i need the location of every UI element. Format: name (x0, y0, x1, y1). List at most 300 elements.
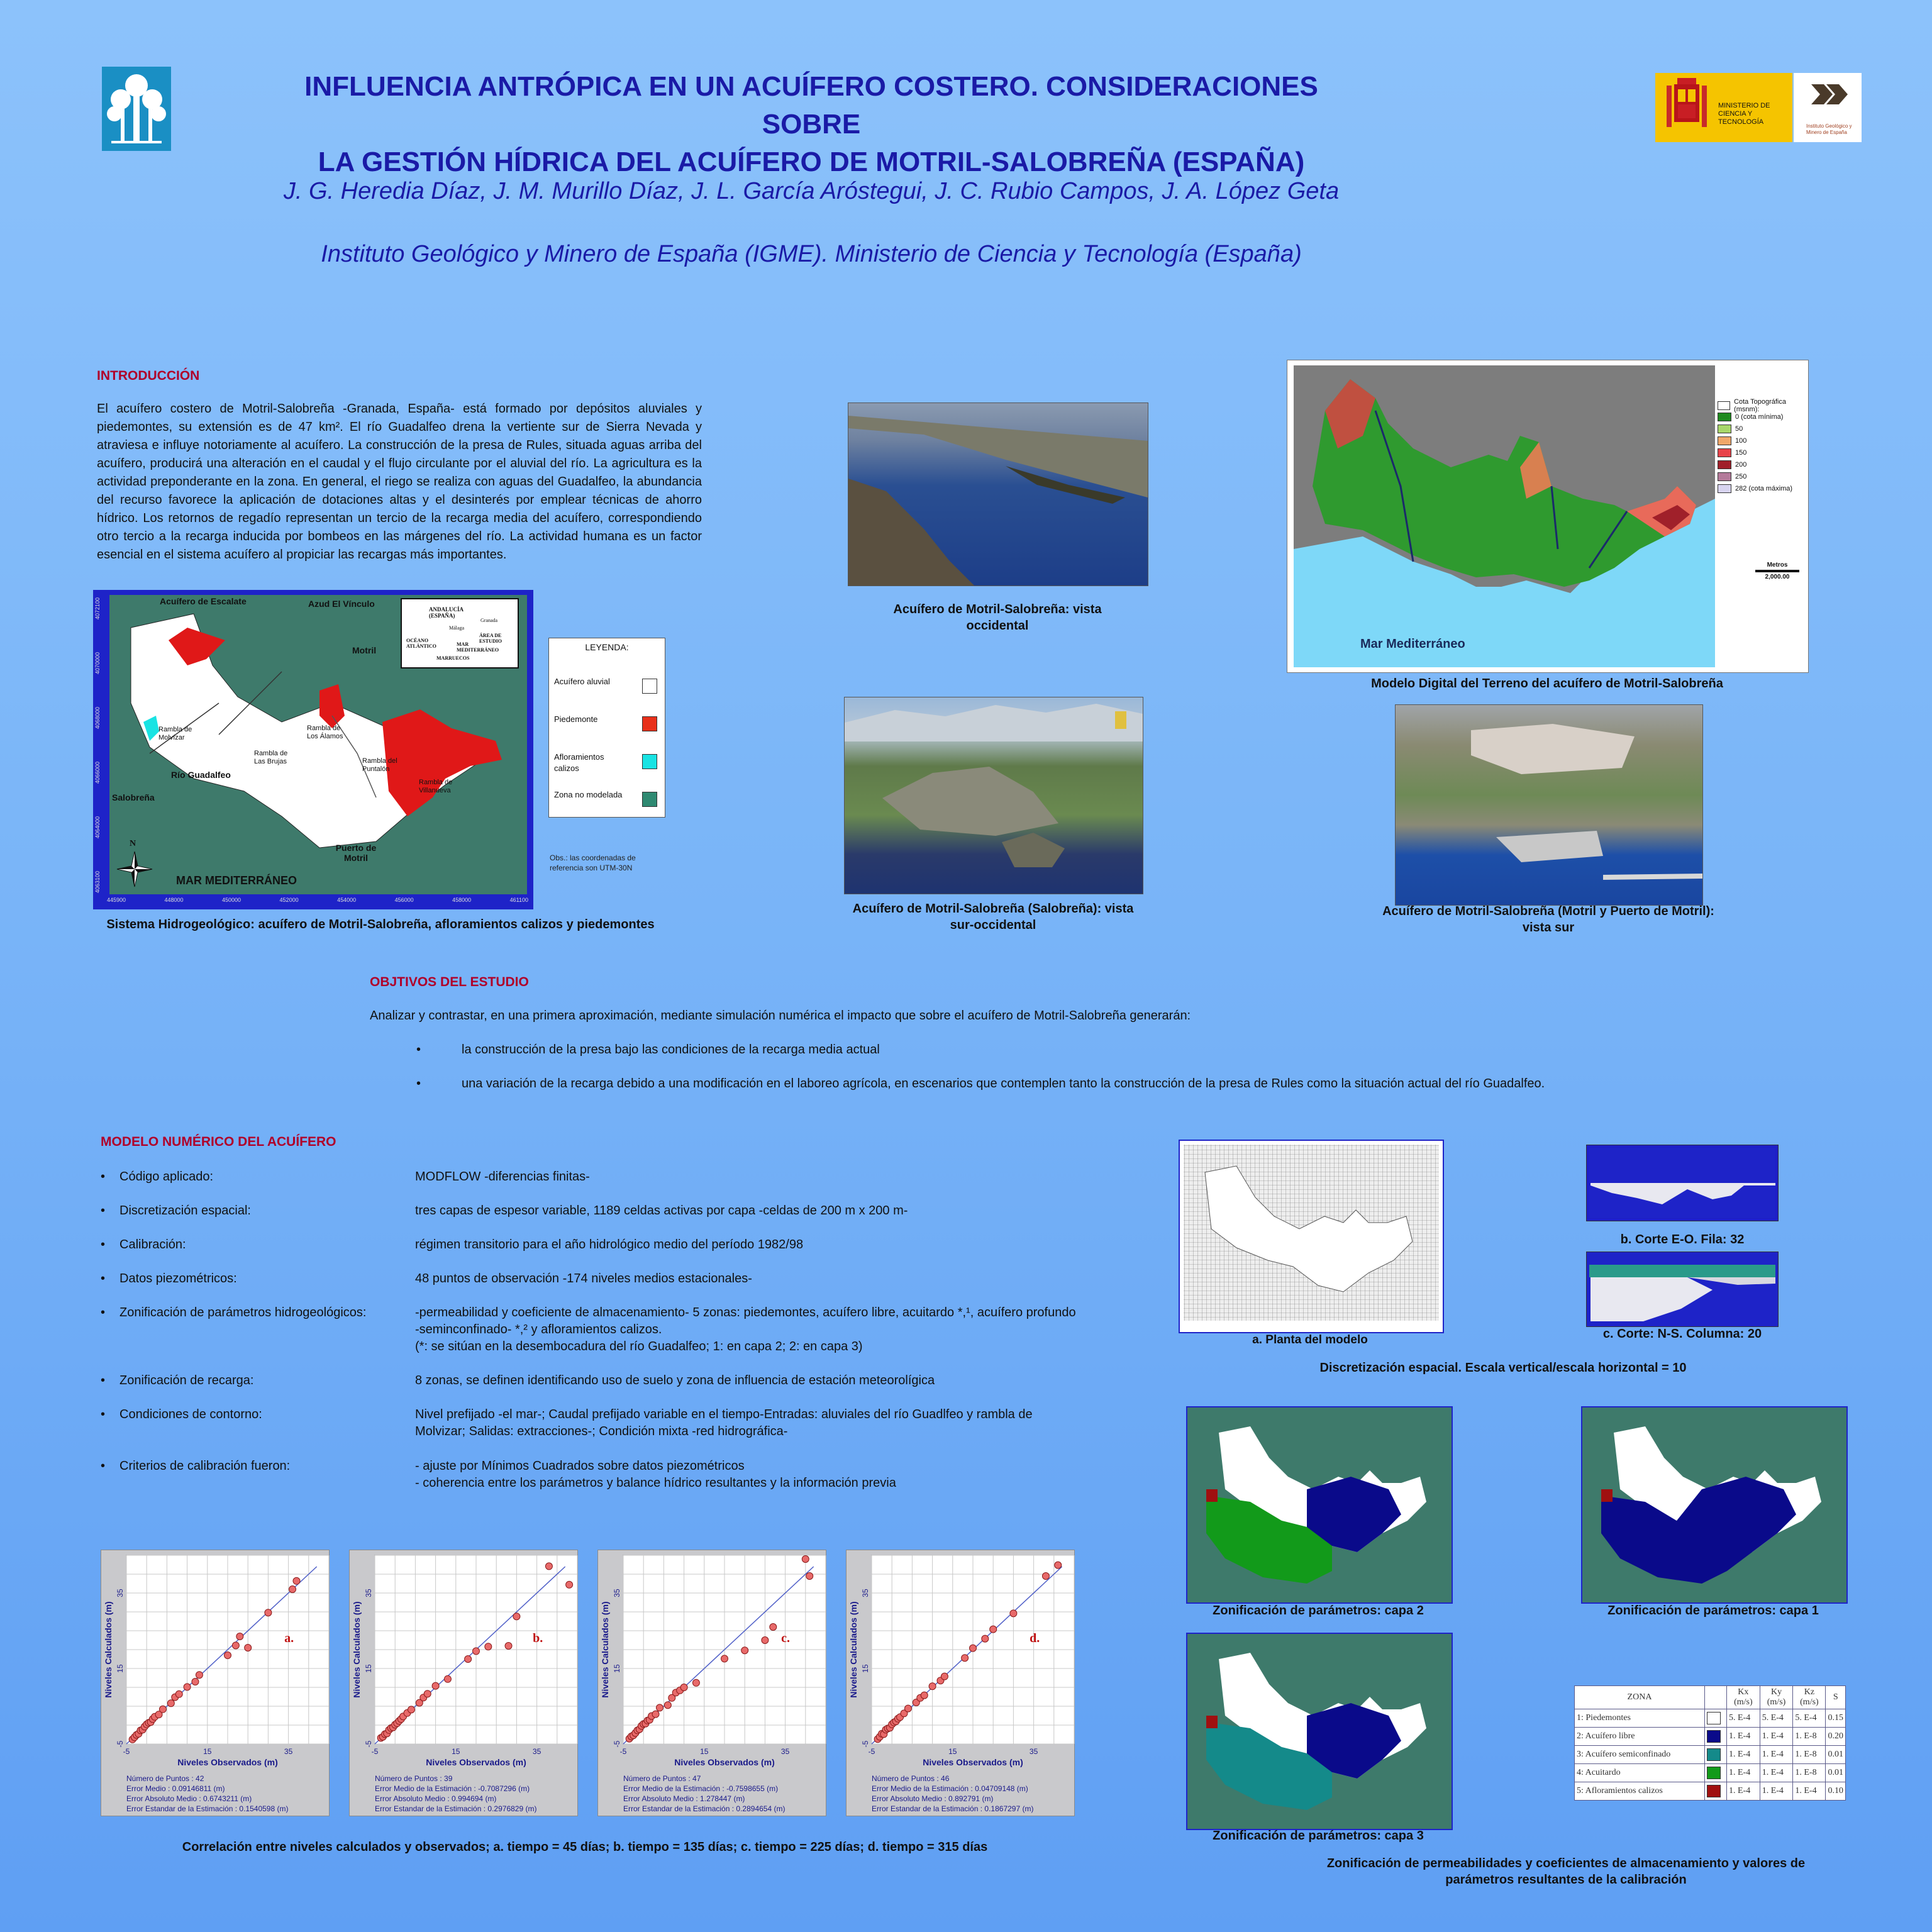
zone-color-cell (1705, 1764, 1727, 1782)
bullet-dot: • (101, 1204, 106, 1218)
data-point (192, 1679, 199, 1685)
data-point (473, 1648, 480, 1655)
dtm-legend-label: 50 (1735, 425, 1743, 433)
data-point (513, 1613, 520, 1620)
scatter-stat-line: Error Medio de la Estimación : -0.7087296 (m) (375, 1784, 530, 1793)
map-y-tick: 4070000 (94, 652, 101, 675)
zone-s-cell: 0.20 (1826, 1728, 1846, 1746)
model-row-value (415, 1406, 1082, 1440)
data-point (1055, 1562, 1062, 1568)
data-point (245, 1645, 252, 1652)
scatter-plot (598, 1550, 826, 1767)
dtm-legend-item (1718, 435, 1806, 447)
map-y-tick: 4064000 (94, 816, 101, 838)
dtm-legend-swatch (1718, 436, 1731, 445)
map-label-guadalfeo: Río Guadalfeo (171, 770, 231, 780)
zoning-capa1-caption: Zonificación de parámetros: capa 1 (1607, 1604, 1819, 1618)
model-row (101, 1304, 1107, 1355)
plan-caption: a. Planta del modelo (1252, 1333, 1368, 1346)
x-tick-label: 15 (948, 1747, 957, 1756)
legend-label: Zona no modelada (554, 790, 623, 799)
data-point (545, 1563, 552, 1570)
objectives-intro: Analizar y contrastar, en una primera aproximación, mediante simulación numérica el impacto que sobre el acuífero de Motril-Salobreña generarán: (370, 1009, 1191, 1023)
data-point (505, 1643, 512, 1650)
y-tick-label: 35 (861, 1589, 870, 1597)
y-tick-label: 35 (116, 1589, 125, 1597)
map-y-tick: 4063100 (94, 870, 101, 893)
scatter-panel-d (846, 1550, 1075, 1816)
model-row-label: Datos piezométricos: (119, 1272, 237, 1285)
coat-of-arms-icon (1655, 73, 1718, 142)
map-label-salobrena: Salobreña (112, 792, 155, 802)
y-tick-label: 15 (364, 1664, 373, 1673)
legend-title: LEYENDA: (585, 642, 629, 652)
ministry-logo-text: MINISTERIO DE CIENCIA Y TECNOLOGÍA (1718, 102, 1770, 126)
map-x-tick: 454000 (337, 897, 357, 903)
scatter-stat-line: Número de Puntos : 47 (623, 1774, 701, 1783)
model-row-value-text: tres capas de espesor variable, 1189 celdas activas por capa -celdas de 200 m x 200 m- (415, 1204, 908, 1218)
model-row (101, 1406, 1107, 1457)
scatter-panel-a (101, 1550, 330, 1816)
bullet-dot: • (101, 1272, 106, 1285)
x-axis-label: Niveles Observados (m) (674, 1757, 775, 1767)
model-row-value-text-2: (*: se sitúan en la desembocadura del río Guadalfeo; 1: en capa 2; 2: en capa 3) (415, 1340, 863, 1353)
data-point (692, 1679, 699, 1686)
compass-rose (116, 839, 153, 887)
panel-label: d. (1030, 1631, 1040, 1645)
y-tick-label: -5 (364, 1740, 373, 1748)
map-x-ticks (107, 897, 528, 903)
x-tick-label: 15 (203, 1747, 212, 1756)
map-y-ticks (94, 597, 108, 893)
data-point (802, 1556, 809, 1563)
bullet-dot: • (101, 1306, 106, 1319)
zone-name-cell: 3: Acuífero semiconfinado (1575, 1746, 1705, 1764)
y-tick-label: 15 (613, 1664, 621, 1673)
zone-kz-cell: 1. E-8 (1793, 1746, 1826, 1764)
photo-southwest-caption: Acuífero de Motril-Salobreña (Salobreña): vista sur-occidental (852, 902, 1134, 932)
dtm-legend-swatch (1718, 484, 1731, 493)
data-point (652, 1711, 659, 1718)
igme-mark-icon (1794, 73, 1862, 123)
dtm-legend-label: 200 (1735, 460, 1747, 469)
zone-name-cell: 2: Acuífero libre (1575, 1728, 1705, 1746)
scatter-stat-line: Error Estandar de la Estimación : 0.1867297 (m) (872, 1804, 1034, 1813)
data-point (962, 1655, 969, 1662)
model-row-value-text: -permeabilidad y coeficiente de almacenamiento- 5 zonas: piedemontes, acuífero libre, acuitardo *,¹, acuífero profundo -seminconfinado- *,² y afloramientos calizos. (415, 1306, 1076, 1336)
scatter-plot (101, 1550, 329, 1767)
data-point (664, 1702, 671, 1709)
legend-label: Piedemonte (554, 714, 598, 724)
map-label-puerto: Puerto de Motril (335, 843, 377, 863)
legend-label: Acuífero aluvial (554, 677, 610, 686)
table-row (1575, 1746, 1846, 1764)
zone-kx-cell: 1. E-4 (1727, 1764, 1760, 1782)
dtm-legend-box-title (1718, 401, 1730, 410)
photo-west-view (848, 402, 1148, 586)
panel-label: a. (284, 1631, 294, 1645)
zone-kz-cell: 1. E-4 (1793, 1782, 1826, 1801)
zone-color-cell (1705, 1746, 1727, 1764)
model-row-value-text: Nivel prefijado -el mar-; Caudal prefijado variable en el tiempo-Entradas: aluviales del río Guadlfeo y rambla de Molvizar; Salidas: extracciones-; Condición mixta -red hidrográfica- (415, 1407, 1033, 1438)
intro-text: El acuífero costero de Motril-Salobreña -Granada, España- está formado por depósitos aluviales y piedemontes, su extensión es de 47 km². El río Guadalfeo drena la vertiente sur de Sierra Nevada y atraviesa e influye notoriamente al acuífero. La construcción de la presa de Rules, situada aguas arriba del acuífero, producirá una alteración en el caudal y el flujo circulante por el aluvial del río. La agricultura es la actividad preponderante en la zona. En general, el riego se realiza con aguas del Guadalfeo, la abundancia del recurso favorece la aplicación de dotaciones altas y el desinterés por emplear técnicas de ahorro hídrico. Los retornos de regadío representan un tercio de la recarga media del acuífero, correspondiendo otro tercio a la recarga inducida por bombeos en las márgenes del río. La actividad humana es un factor esencial en el sistema acuífero al propiciar las recargas más importantes. (97, 402, 702, 562)
zone-ky-cell: 1. E-4 (1760, 1782, 1793, 1801)
data-point (444, 1675, 451, 1682)
x-tick-label: -5 (371, 1747, 379, 1756)
zone-kx-cell: 5. E-4 (1727, 1709, 1760, 1728)
photo-southwest-view (844, 697, 1143, 894)
y-tick-label: -5 (116, 1740, 125, 1748)
x-tick-label: 35 (1029, 1747, 1038, 1756)
zone-s-cell: 0.15 (1826, 1709, 1846, 1728)
model-row-value-text: régimen transitorio para el año hidrológico medio del período 1982/98 (415, 1238, 804, 1252)
discretization-caption: Discretización espacial. Escala vertical/escala horizontal = 10 (1319, 1361, 1687, 1375)
dtm-legend (1718, 398, 1806, 494)
scatter-panel-b (349, 1550, 578, 1816)
x-tick-label: -5 (868, 1747, 875, 1756)
inset-title: ANDALUCÍA (ESPAÑA) (429, 606, 464, 619)
data-point (265, 1609, 272, 1616)
dtm-legend-swatch (1718, 413, 1731, 421)
map-inset (405, 604, 516, 664)
model-heading: MODELO NUMÉRICO DEL ACUÍFERO (101, 1135, 336, 1149)
dtm-legend-item (1718, 423, 1806, 435)
col-color (1705, 1686, 1727, 1709)
y-tick-label: -5 (613, 1740, 621, 1748)
x-tick-label: -5 (123, 1747, 130, 1756)
data-point (167, 1700, 174, 1707)
inset-marruecos: MARRUECOS (436, 655, 470, 661)
hydrogeological-map (93, 590, 533, 909)
data-point (232, 1642, 239, 1649)
data-point (465, 1656, 472, 1663)
data-point (762, 1637, 769, 1644)
objective-item-2 (416, 1077, 1800, 1091)
x-tick-label: 35 (532, 1747, 541, 1756)
data-point (904, 1705, 911, 1712)
scatter-stat-line: Error Medio : 0.09146811 (m) (126, 1784, 225, 1793)
map-label-motril: Motril (352, 645, 377, 655)
model-row-value-text-2: - coherencia entre los parámetros y balance hídrico resultantes y la información previa (415, 1476, 896, 1490)
zone-swatch (1707, 1748, 1721, 1761)
zone-name-cell: 4: Acuitardo (1575, 1764, 1705, 1782)
data-point (990, 1626, 997, 1633)
scatter-stat-line: Error Estandar de la Estimación : 0.1540598 (m) (126, 1804, 289, 1813)
zoning-capa2-caption: Zonificación de parámetros: capa 2 (1213, 1604, 1424, 1618)
data-point (293, 1577, 300, 1584)
igme-institute-logo (1794, 73, 1862, 142)
dtm-scale (1755, 562, 1799, 580)
bullet-dot: • (416, 1043, 421, 1057)
data-point (1042, 1573, 1049, 1580)
inset-granada: Granada (480, 618, 498, 623)
zone-ky-cell: 1. E-4 (1760, 1728, 1793, 1746)
bullet-dot: • (101, 1238, 106, 1252)
photo-south-caption-text: Acuífero de Motril-Salobreña (Motril y Puerto de Motril): vista sur (1382, 904, 1714, 935)
title-line-2: LA GESTIÓN HÍDRICA DEL ACUÍFERO DE MOTRIL-SALOBREÑA (ESPAÑA) (318, 147, 1305, 177)
photo-south-view (1395, 704, 1703, 906)
table-row (1575, 1728, 1846, 1746)
scatter-stat-line: Error Medio de la Estimación : 0.04709148 (m) (872, 1784, 1028, 1793)
y-tick-label: 35 (613, 1589, 621, 1597)
compass-icon (116, 850, 153, 888)
map-label-brujas: Rambla de Las Brujas (254, 750, 288, 765)
data-point (1010, 1610, 1017, 1617)
legend-swatch (642, 754, 657, 769)
dtm-legend-item (1718, 458, 1806, 470)
dtm-legend-item (1718, 482, 1806, 494)
zoning-capa1-figure (1581, 1406, 1848, 1604)
legend-label: Afloramientos calizos (554, 752, 604, 773)
zone-swatch (1707, 1767, 1721, 1779)
scatter-stat-line: Número de Puntos : 42 (126, 1774, 204, 1783)
data-point (741, 1647, 748, 1654)
model-row (101, 1458, 1107, 1508)
intro-heading: INTRODUCCIÓN (97, 369, 200, 383)
fountain-tree-icon (102, 67, 171, 151)
zone-s-cell: 0.01 (1826, 1746, 1846, 1764)
data-point (424, 1690, 431, 1697)
photo-west-caption: Acuífero de Motril-Salobreña: vista occidental (893, 602, 1102, 633)
data-point (408, 1706, 414, 1713)
poster-title (277, 68, 1346, 181)
model-row-value (415, 1458, 1082, 1492)
x-tick-label: 15 (452, 1747, 460, 1756)
model-row-value (415, 1270, 1082, 1287)
zone-color-cell (1705, 1709, 1727, 1728)
zoning-parameter-table (1574, 1685, 1846, 1801)
scatter-stats (375, 1774, 536, 1814)
scatter-stat-line: Error Absoluto Medio : 1.278447 (m) (623, 1794, 745, 1803)
model-plan-figure (1179, 1140, 1444, 1333)
model-row-value (415, 1169, 1082, 1185)
dtm-scale-value: 2,000.00 (1765, 574, 1790, 580)
dtm-legend-swatch (1718, 472, 1731, 481)
zoning-capa3-caption: Zonificación de parámetros: capa 3 (1213, 1829, 1424, 1843)
inset-ocean: OCÉANO ATLÁNTICO (406, 638, 436, 649)
zone-name-cell: 1: Piedemontes (1575, 1709, 1705, 1728)
zone-kz-cell: 1. E-8 (1793, 1728, 1826, 1746)
scatter-stat-line: Error Estandar de la Estimación : 0.2894654 (m) (623, 1804, 786, 1813)
scatter-stat-line: Número de Puntos : 46 (872, 1774, 950, 1783)
map-label-sea: MAR MEDITERRÁNEO (176, 874, 297, 887)
legend-swatch (642, 679, 657, 694)
map-caption: Sistema Hidrogeológico: acuífero de Motril-Salobreña, afloramientos calizos y piedemontes (106, 918, 655, 931)
col-s: S (1826, 1686, 1846, 1709)
inset-area: ÁREA DE ESTUDIO (479, 633, 502, 644)
bullet-dot: • (101, 1459, 106, 1473)
data-point (432, 1682, 439, 1689)
section-ns-caption: c. Corte: N-S. Columna: 20 (1602, 1327, 1762, 1341)
data-point (184, 1684, 191, 1690)
map-x-tick: 456000 (394, 897, 414, 903)
zone-ky-cell: 1. E-4 (1760, 1764, 1793, 1782)
dtm-legend-label: 150 (1735, 448, 1747, 457)
scatter-plot (350, 1550, 577, 1767)
map-x-tick: 458000 (452, 897, 472, 903)
affiliation: Instituto Geológico y Minero de España (IGME). Ministerio de Ciencia y Tecnología (España) (321, 241, 1302, 267)
dtm-legend-swatch (1718, 460, 1731, 469)
section-ew-caption: b. Corte E-O. Fila: 32 (1620, 1233, 1745, 1246)
model-row-label: Código aplicado: (119, 1170, 213, 1184)
data-point (566, 1581, 573, 1588)
model-row-value-text: MODFLOW -diferencias finitas- (415, 1170, 590, 1184)
data-point (656, 1704, 663, 1711)
igme-logo-text: Instituto Geológico y Minero de España (1806, 123, 1852, 135)
scatter-stat-line: Error Absoluto Medio : 0.6743211 (m) (126, 1794, 252, 1803)
zone-ky-cell: 5. E-4 (1760, 1709, 1793, 1728)
map-label-alamos: Rambla de Los Álamos (307, 724, 343, 740)
x-axis-label: Niveles Observados (m) (177, 1757, 278, 1767)
table-row (1575, 1709, 1846, 1728)
y-tick-label: 35 (364, 1589, 373, 1597)
table-row (1575, 1782, 1846, 1801)
model-row-value-text: 48 puntos de observación -174 niveles medios estacionales- (415, 1272, 752, 1285)
model-row-label: Discretización espacial: (119, 1204, 251, 1218)
dtm-legend-label: 100 (1735, 436, 1747, 445)
zone-kx-cell: 1. E-4 (1727, 1728, 1760, 1746)
correlation-caption: Correlación entre niveles calculados y observados; a. tiempo = 45 días; b. tiempo = 135 días; c. tiempo = 225 días; d. tiempo = 315 días (182, 1840, 988, 1854)
legend-swatch (642, 792, 657, 807)
objective-item-1 (416, 1043, 1800, 1057)
dtm-legend-item (1718, 447, 1806, 458)
panel-label: b. (533, 1631, 543, 1645)
model-row-value-text: - ajuste por Mínimos Cuadrados sobre datos piezométricos (415, 1459, 745, 1473)
data-point (236, 1633, 243, 1640)
zone-kz-cell: 5. E-4 (1793, 1709, 1826, 1728)
y-axis-label: Niveles Calculados (m) (848, 1601, 858, 1698)
dtm-sea-label: Mar Mediterráneo (1360, 637, 1465, 651)
table-row (1575, 1764, 1846, 1782)
inset-sea: MAR MEDITERRÁNEO (457, 641, 499, 653)
model-row-label: Calibración: (119, 1238, 186, 1252)
dtm-scale-bar (1755, 570, 1799, 572)
data-point (970, 1645, 977, 1652)
map-x-tick: 445900 (107, 897, 126, 903)
data-point (175, 1690, 182, 1697)
scatter-stat-line: Error Absoluto Medio : 0.892791 (m) (872, 1794, 994, 1803)
igme-logo (102, 67, 171, 151)
dtm-legend-label: 250 (1735, 472, 1747, 480)
map-obs: Obs.: las coordenadas de referencia son UTM-30N (550, 853, 636, 872)
map-x-tick: 452000 (279, 897, 299, 903)
y-axis-label: Niveles Calculados (m) (600, 1601, 610, 1698)
model-row-label: Zonificación de parámetros hidrogeológicos: (119, 1306, 367, 1319)
map-x-tick: 461100 (509, 897, 528, 903)
zone-kx-cell: 1. E-4 (1727, 1782, 1760, 1801)
map-y-tick: 4068000 (94, 706, 101, 730)
col-kz: Kz (m/s) (1793, 1686, 1826, 1709)
scatter-stat-line: Error Medio de la Estimación : -0.7598655 (m) (623, 1784, 779, 1793)
scatter-stats (126, 1774, 288, 1814)
ministry-logo (1655, 73, 1792, 142)
zone-s-cell: 0.10 (1826, 1782, 1846, 1801)
scatter-stat-line: Error Estandar de la Estimación : 0.2976829 (m) (375, 1804, 537, 1813)
photo-south-caption (1371, 903, 1726, 936)
data-point (225, 1652, 231, 1659)
data-point (982, 1635, 989, 1642)
map-label-molvizar: Rambla de Molvízar (158, 726, 192, 741)
map-y-tick: 4072100 (94, 597, 101, 620)
map-y-tick: 4066000 (94, 761, 101, 784)
model-row-value (415, 1202, 1082, 1219)
zone-swatch (1707, 1712, 1721, 1724)
data-point (485, 1643, 492, 1650)
map-label-vinculo: Azud El Vínculo (308, 599, 375, 609)
dtm-scale-label: Metros (1767, 562, 1788, 569)
x-tick-label: -5 (619, 1747, 627, 1756)
map-x-tick: 450000 (222, 897, 242, 903)
dtm-legend-label: 282 (cota máxima) (1735, 484, 1793, 492)
data-point (721, 1655, 728, 1662)
legend-item (554, 708, 660, 739)
legend-swatch (642, 716, 657, 731)
legend-item (554, 670, 660, 701)
map-label-puntalon: Rambla del Puntalón (362, 757, 397, 773)
zone-s-cell: 0.01 (1826, 1764, 1846, 1782)
model-row-label: Zonificación de recarga: (119, 1374, 254, 1387)
zoning-capa3-figure (1186, 1633, 1453, 1830)
scatter-stat-line: Número de Puntos : 39 (375, 1774, 453, 1783)
objectives-heading: OBJTIVOS DEL ESTUDIO (370, 975, 529, 989)
bullet-dot: • (101, 1407, 106, 1421)
data-point (929, 1683, 936, 1690)
data-point (806, 1573, 813, 1580)
model-row-value (415, 1236, 1082, 1253)
x-tick-label: 35 (780, 1747, 790, 1756)
inset-malaga: Málaga (449, 625, 464, 631)
zone-color-cell (1705, 1782, 1727, 1801)
zone-swatch (1707, 1730, 1721, 1743)
scatter-stats (623, 1774, 785, 1814)
objective-text-2: una variación de la recarga debido a una modificación en el laboreo agrícola, en escenarios que contemplen tanto la construcción de la presa de Rules como la situación actual del río Guadalfeo. (462, 1077, 1545, 1091)
bullet-dot: • (101, 1374, 106, 1387)
y-axis-label: Niveles Calculados (m) (352, 1601, 362, 1698)
bullet-dot: • (416, 1077, 421, 1091)
y-axis-label: Niveles Calculados (m) (103, 1601, 113, 1698)
scatter-panel-c (597, 1550, 826, 1816)
panel-label: c. (781, 1631, 791, 1645)
zone-swatch (1707, 1785, 1721, 1797)
dtm-legend-title: Cota Topográfica (msnm): (1734, 398, 1786, 413)
model-row-value-text: 8 zonas, se definen identificando uso de suelo y zona de influencia de estación meteorolígica (415, 1374, 935, 1387)
col-kx: Kx (m/s) (1727, 1686, 1760, 1709)
scatter-stat-line: Error Absoluto Medio : 0.994694 (m) (375, 1794, 497, 1803)
data-point (289, 1586, 296, 1593)
model-row-value (415, 1304, 1082, 1355)
map-label-villanueva: Rambla de Villanueva (419, 779, 453, 794)
col-zona: ZONA (1575, 1686, 1705, 1709)
data-point (770, 1624, 777, 1631)
zone-color-cell (1705, 1728, 1727, 1746)
data-point (680, 1684, 687, 1691)
x-axis-label: Niveles Observados (m) (923, 1757, 1023, 1767)
x-tick-label: 35 (284, 1747, 293, 1756)
title-line-1: INFLUENCIA ANTRÓPICA EN UN ACUÍFERO COSTERO. CONSIDERACIONES SOBRE (304, 71, 1318, 140)
legend-item (554, 783, 660, 814)
dtm-legend-item (1718, 470, 1806, 482)
model-row-label: Criterios de calibración fueron: (119, 1459, 291, 1473)
dtm-figure (1287, 360, 1809, 673)
zoning-caption: Zonificación de permeabilidades y coeficientes de almacenamiento y valores de parámetros resultantes de la calibración (1326, 1857, 1806, 1887)
zone-kx-cell: 1. E-4 (1727, 1746, 1760, 1764)
data-point (921, 1692, 928, 1699)
objective-text-1: la construcción de la presa bajo las condiciones de la recarga media actual (462, 1043, 880, 1057)
bullet-dot: • (101, 1170, 106, 1184)
model-row-value (415, 1372, 1082, 1389)
map-x-tick: 448000 (164, 897, 184, 903)
data-point (159, 1706, 166, 1713)
